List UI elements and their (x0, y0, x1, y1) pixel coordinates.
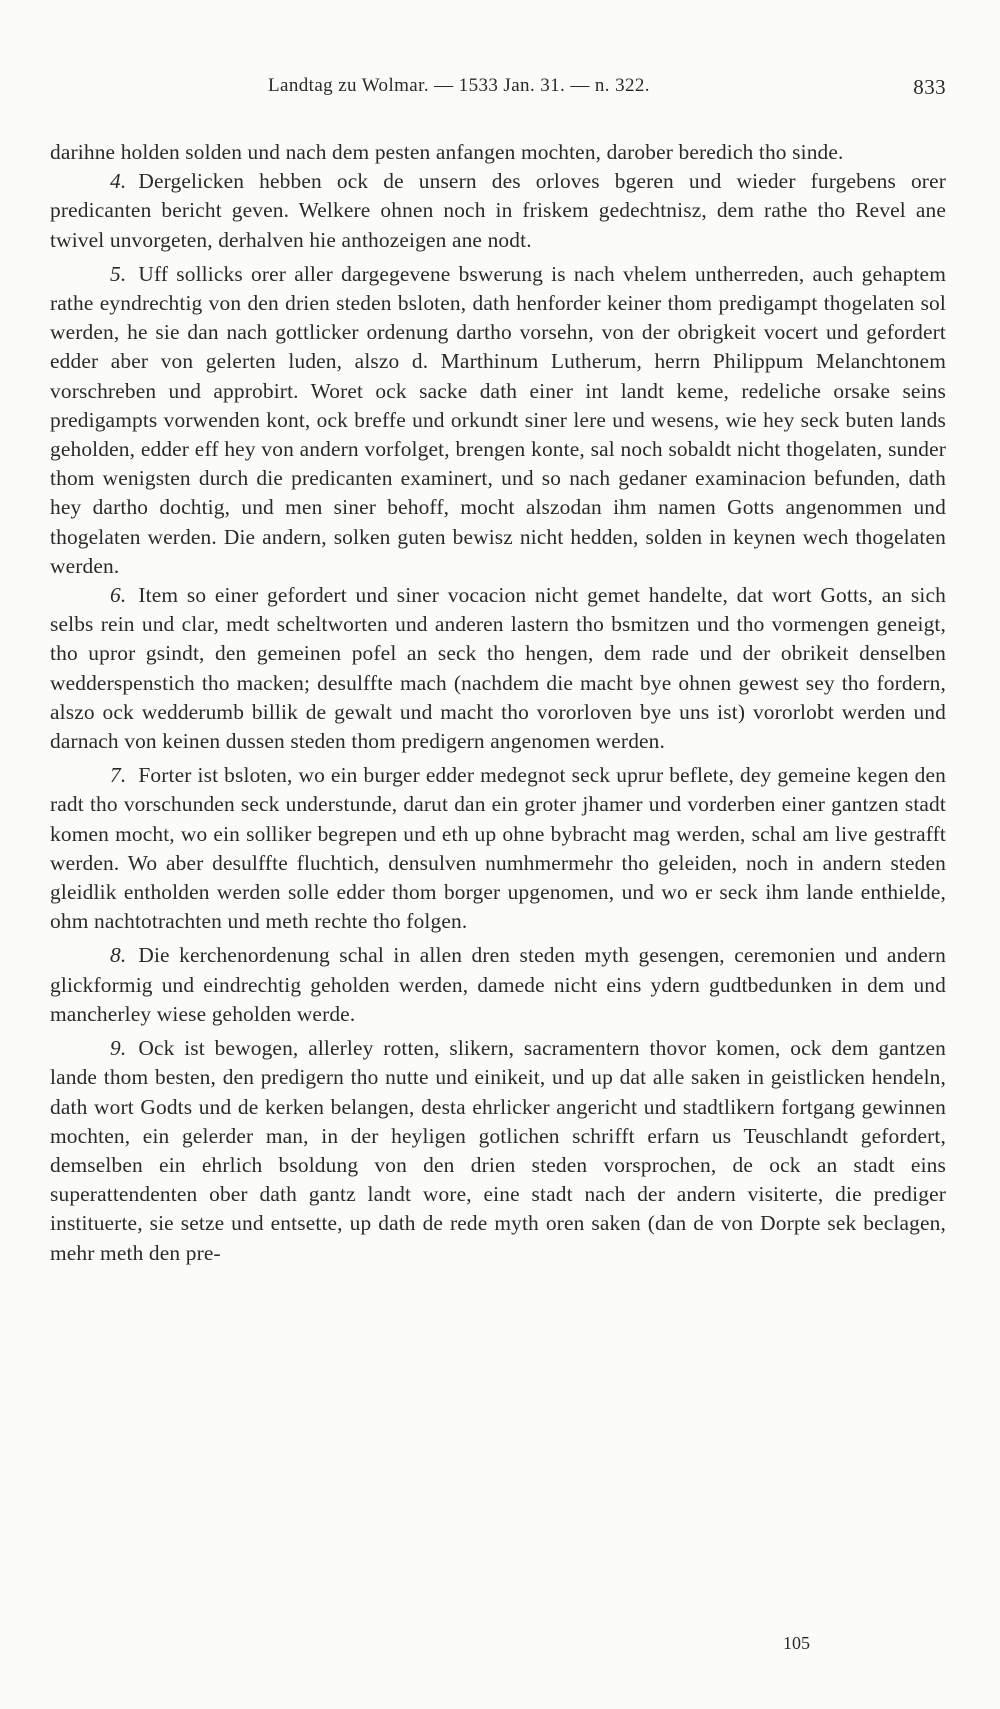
paragraph-numeral: 5. (110, 261, 127, 286)
sheet-signature: 105 (783, 1633, 810, 1653)
paragraph-numeral: 4. (110, 169, 127, 194)
paragraph-text: Item so einer gefordert und siner vocacion nicht gemet handelte, dat wort Gotts, an sich selbs rein und clar, medt scheltworten und anderen lastern tho bsmitzen und tho vormengen geneigt, tho upror gsindt, den gemeinen pofel an seck tho hengen, dem rade und der obrikeit denselben wedderspenstich tho macken; desulffte mach (nachdem die macht bye ohnen gewest sey tho fordern, alszo ock wedderumb billik de gewalt und macht tho vororloven bye uns ist) vororlobt werden und darnach von keinen dussen steden thom predigern angenomen werden. (50, 583, 946, 754)
paragraph-text: Uff sollicks orer aller dargegevene bswerung is nach vhelem untherreden, auch gehaptem rathe eyndrechtig von den drien steden bsloten, dath henforder keiner thom predigampt thogelaten sol werden, he sie dan nach gottlicker ordenung dartho vorsehn, von der obrigkeit vocert und gefordert edder aber von gelerten luden, alszo d. Marthinum Lutherum, herrn Philippum Melanchtonem vorschreben und approbirt. Woret ock sacke dath einer int landt keme, redeliche orsake seins predigampts vorwenden kont, ock breffe und orkundt siner lere und wesens, wie hey seck buten lands geholden, edder eff hey von andern vorfolget, brengen konte, sal noch sobaldt nicht thogelaten, sunder thom wenigsten durch die predicanten examinert, und so nach gedaner examinacion befunden, dath hey dartho dochtig, und men siner behoff, mocht alszodan ihm namen Gotts angenommen und thogelaten werden. Die andern, solken guten bewisz nicht hedden, solden in keynen wech thogelaten werden. (50, 261, 946, 578)
document-page (50, 0, 946, 1709)
paragraph-text: Ock ist bewogen, allerley rotten, slikern, sacramentern thovor komen, ock dem gantzen lande thom besten, den predigern tho nutte und einikeit, und up dat alle saken in geistlicken hendeln, dath wort Godts und de kerken belangen, desta ehrlicker angericht und stadtlikern fortgang gewinnen mochten, ein gelerder man, in der heyligen gotlichen schrifft erfarn us Teuschlandt gefordert, demselben ein ehrlich bsoldung von den drien steden vorsprochen, de ock an stadt eins superattendenten ober dath gantz landt wore, eine stadt nach der andern visiterte, die prediger instituerte, sie setze und entsette, up dath de rede myth oren saken (dan de von Dorpte sek beclagen, mehr meth den pre- (50, 1036, 946, 1265)
paragraph-text: Die kerchenordenung schal in allen dren steden myth gesengen, ceremonien und andern glickformig und eindrechtig geholden werden, damede nicht eins ydern gudtbedunken in dem und mancherley wiese geholden werde. (50, 943, 946, 1026)
paragraph-text: Dergelicken hebben ock de unsern des orloves bgeren und wieder furgebens orer predicanten bericht geven. Welkere ohnen noch in friskem gedechtnisz, dem rathe tho Revel ane twivel unvorgeten, derhalven hie anthozeigen ane nodt. (50, 169, 946, 252)
running-head: Landtag zu Wolmar. — 1533 Jan. 31. — n. 322. (268, 75, 650, 96)
paragraph-text: Forter ist bsloten, wo ein burger edder medegnot seck uprur beflete, dey gemeine kegen den radt tho vorschunden seck understunde, darut dan ein groter jhamer und vorderben einer gantzen stadt komen mocht, wo ein solliker begrepen und eth up ohne bybracht mag werden, schal am live gestrafft werden. Wo aber desulffte fluchtich, densulven numhmermehr tho geleiden, noch in andern steden gleidlik entholden werden solle edder thom borger upgenomen, und wo er seck ihm lande enthielde, ohm nachtotrachten und meth rechte tho folgen. (50, 763, 946, 934)
paragraph-numeral: 9. (110, 1036, 127, 1061)
page-header (50, 73, 946, 103)
paragraph-5 (50, 260, 946, 581)
paragraph-4 (50, 167, 946, 255)
paragraph-9 (50, 1034, 946, 1268)
paragraph-numeral: 8. (110, 943, 127, 968)
paragraph-7 (50, 761, 946, 936)
paragraph-6 (50, 581, 946, 756)
document-body (50, 138, 946, 1268)
paragraph-numeral: 6. (110, 583, 127, 608)
paragraph-numeral: 7. (110, 763, 127, 788)
paragraph-8 (50, 941, 946, 1029)
paragraph-continuation (50, 138, 946, 167)
paragraph-text: darihne holden solden und nach dem pesten anfangen mochten, darober beredich tho sinde. (50, 140, 844, 164)
page-number: 833 (913, 75, 946, 99)
